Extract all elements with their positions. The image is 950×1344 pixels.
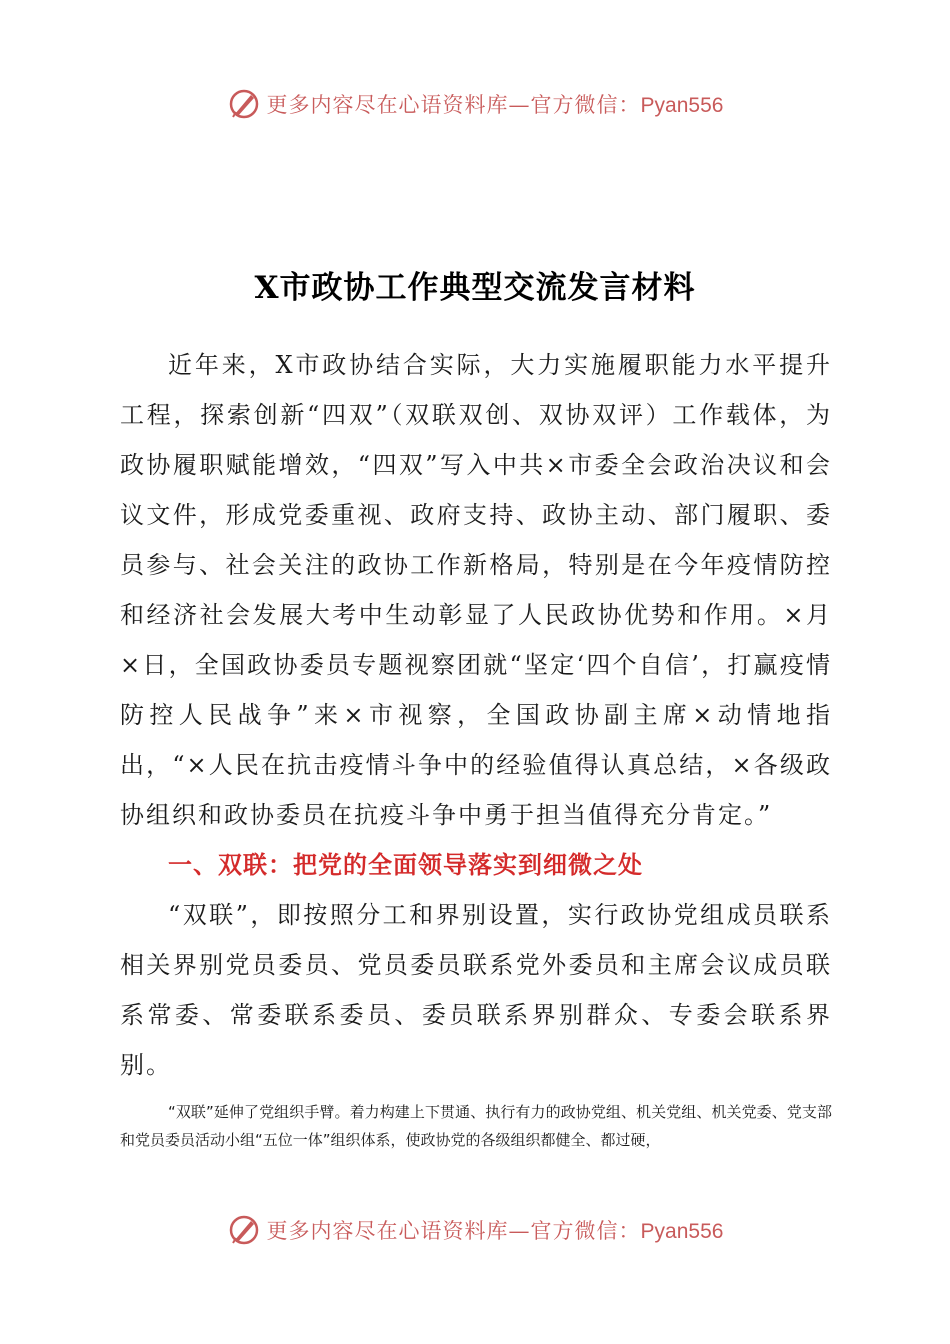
quill-pen-icon xyxy=(227,87,261,121)
document-body xyxy=(120,340,832,1154)
section-heading: 一、双联：把党的全面领导落实到细微之处 xyxy=(168,851,643,879)
page-title: X市政协工作典型交流发言材料 xyxy=(254,270,696,306)
section-small-paragraph: “双联”延伸了党组织手臂。着力构建上下贯通、执行有力的政协党组、机关党组、机关党委、党支部和党员委员活动小组“五位一体”组织体系，使政协党的各级组织都健全、都过硬， xyxy=(120,1103,832,1149)
watermark-text: 更多内容尽在心语资料库—官方微信：Pyan556 xyxy=(266,93,724,117)
header-watermark xyxy=(0,84,950,124)
watermark-text: 更多内容尽在心语资料库—官方微信：Pyan556 xyxy=(266,1219,724,1243)
quill-pen-icon xyxy=(227,1213,261,1247)
footer-watermark xyxy=(0,1210,950,1250)
intro-paragraph: 近年来，X市政协结合实际，大力实施履职能力水平提升工程，探索创新“四双”（双联双创、双协双评）工作载体，为政协履职赋能增效，“四双”写入中共×市委全会政治决议和会议文件，形成党委重视、政府支持、政协主动、部门履职、委员参与、社会关注的政协工作新格局，特别是在今年疫情防控和经济社会发展大考中生动彰显了人民政协优势和作用。×月×日，全国政协委员专题视察团就“坚定‘四个自信’，打赢疫情防控人民战争”来×市视察，全国政协副主席×动情地指出，“×人民在抗击疫情斗争中的经验值得认真总结，×各级政协组织和政协委员在抗疫斗争中勇于担当值得充分肯定。” xyxy=(120,351,832,829)
section-paragraph: “双联”，即按照分工和界别设置，实行政协党组成员联系相关界别党员委员、党员委员联系党外委员和主席会议成员联系常委、常委联系委员、委员联系界别群众、专委会联系界别。 xyxy=(120,901,832,1079)
